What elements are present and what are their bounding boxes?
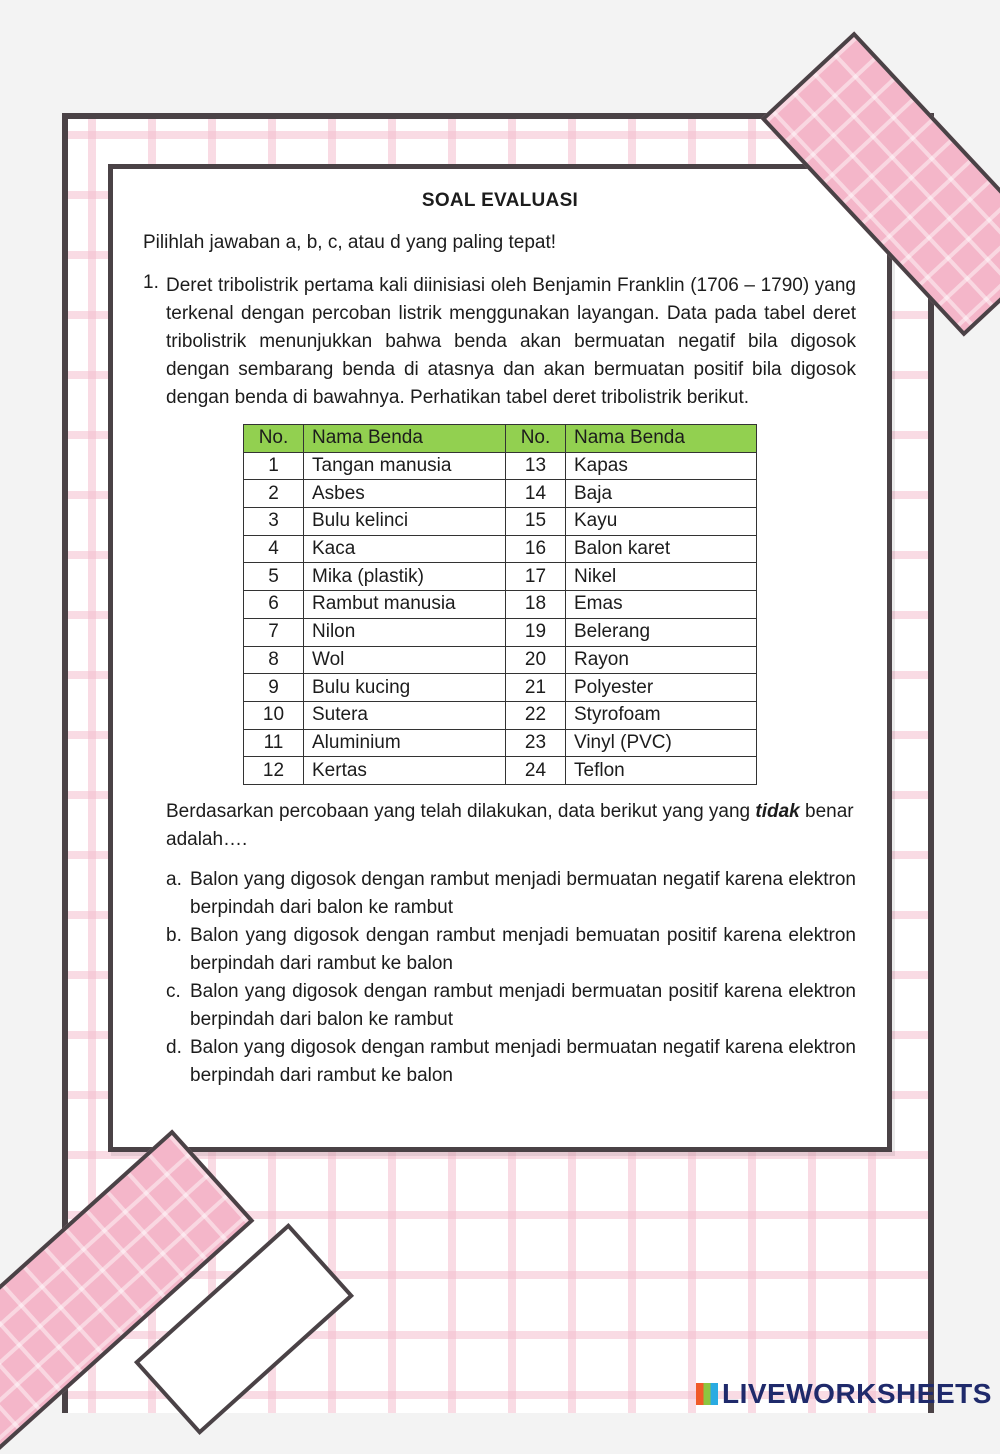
cell-no-1: 7 [244, 618, 304, 646]
cell-name-1: Kaca [304, 535, 506, 563]
triboelectric-table [243, 424, 757, 785]
cell-name-2: Teflon [566, 757, 757, 785]
option-letter: b. [166, 925, 182, 946]
cell-no-1: 4 [244, 535, 304, 563]
table-row [244, 452, 757, 480]
cell-name-1: Bulu kucing [304, 674, 506, 702]
liveworksheets-icon [696, 1383, 718, 1405]
option-letter: c. [166, 981, 181, 1002]
table-row [244, 508, 757, 536]
cell-name-1: Kertas [304, 757, 506, 785]
table-header-row [244, 425, 757, 453]
follow-up-question [166, 798, 856, 854]
cell-name-2: Rayon [566, 646, 757, 674]
cell-no-1: 10 [244, 701, 304, 729]
cell-no-2: 13 [506, 452, 566, 480]
cell-name-2: Polyester [566, 674, 757, 702]
header-name-1: Nama Benda [304, 425, 506, 453]
cell-no-1: 2 [244, 480, 304, 508]
cell-name-2: Belerang [566, 618, 757, 646]
cell-name-1: Aluminium [304, 729, 506, 757]
cell-no-2: 14 [506, 480, 566, 508]
cell-no-2: 22 [506, 701, 566, 729]
cell-no-1: 11 [244, 729, 304, 757]
brand-text: LIVEWORKSHEETS [722, 1378, 992, 1409]
cell-no-1: 12 [244, 757, 304, 785]
answer-options [166, 866, 856, 1090]
cell-no-1: 5 [244, 563, 304, 591]
cell-name-2: Baja [566, 480, 757, 508]
option-a[interactable] [166, 866, 856, 922]
question-number: 1. [143, 272, 159, 293]
table-row [244, 646, 757, 674]
cell-name-1: Mika (plastik) [304, 563, 506, 591]
table-row [244, 591, 757, 619]
cell-name-1: Nilon [304, 618, 506, 646]
cell-no-1: 1 [244, 452, 304, 480]
header-no-2: No. [506, 425, 566, 453]
cell-name-1: Bulu kelinci [304, 508, 506, 536]
header-name-2: Nama Benda [566, 425, 757, 453]
table-row [244, 701, 757, 729]
table-row [244, 674, 757, 702]
question-text: Deret tribolistrik pertama kali diinisiasi oleh Benjamin Franklin (1706 – 1790) yang terkenal dengan percoban listrik menggunakan layangan. Data pada tabel deret tribolistrik menunjukkan bahwa benda akan bermuatan negatif bila digosok dengan sembarang benda di atasnya dan akan bermuatan positif bila digosok dengan benda di bawahnya. Perhatikan tabel deret tribolistrik berikut. [166, 275, 856, 408]
cell-name-2: Emas [566, 591, 757, 619]
cell-name-2: Balon karet [566, 535, 757, 563]
cell-no-1: 8 [244, 646, 304, 674]
cell-name-2: Kapas [566, 452, 757, 480]
cell-name-1: Rambut manusia [304, 591, 506, 619]
option-letter: a. [166, 869, 182, 890]
option-text: Balon yang digosok dengan rambut menjadi bemuatan positif karena elektron berpindah dari rambut ke balon [190, 925, 856, 974]
option-text: Balon yang digosok dengan rambut menjadi bermuatan negatif karena elektron berpindah dari rambut ke balon [190, 1037, 856, 1086]
cell-no-2: 17 [506, 563, 566, 591]
cell-no-1: 6 [244, 591, 304, 619]
table-row [244, 480, 757, 508]
liveworksheets-logo [696, 1378, 992, 1410]
cell-no-1: 3 [244, 508, 304, 536]
cell-no-2: 18 [506, 591, 566, 619]
instruction-text: Pilihlah jawaban a, b, c, atau d yang paling tepat! [143, 232, 557, 253]
option-b[interactable] [166, 922, 856, 978]
cell-name-1: Tangan manusia [304, 452, 506, 480]
option-c[interactable] [166, 978, 856, 1034]
cell-name-2: Nikel [566, 563, 757, 591]
cell-name-1: Asbes [304, 480, 506, 508]
table-row [244, 729, 757, 757]
cell-no-2: 20 [506, 646, 566, 674]
cell-name-2: Vinyl (PVC) [566, 729, 757, 757]
cell-name-1: Sutera [304, 701, 506, 729]
follow-up-text-2: benar adalah…. [166, 801, 854, 850]
cell-no-2: 15 [506, 508, 566, 536]
cell-no-2: 21 [506, 674, 566, 702]
cell-name-2: Kayu [566, 508, 757, 536]
cell-no-1: 9 [244, 674, 304, 702]
option-text: Balon yang digosok dengan rambut menjadi bermuatan negatif karena elektron berpindah dari balon ke rambut [190, 869, 856, 918]
option-letter: d. [166, 1037, 182, 1058]
table-row [244, 757, 757, 785]
table-row [244, 563, 757, 591]
follow-up-text-1: Berdasarkan percobaan yang telah dilakukan, data berikut yang yang [166, 801, 756, 822]
cell-no-2: 24 [506, 757, 566, 785]
option-text: Balon yang digosok dengan rambut menjadi bermuatan positif karena elektron berpindah dari balon ke rambut [190, 981, 856, 1030]
table-row [244, 535, 757, 563]
header-no-1: No. [244, 425, 304, 453]
cell-name-2: Styrofoam [566, 701, 757, 729]
option-d[interactable] [166, 1034, 856, 1090]
cell-no-2: 23 [506, 729, 566, 757]
follow-up-emphasis: tidak [755, 801, 800, 822]
page-title: SOAL EVALUASI [421, 190, 579, 211]
table-row [244, 618, 757, 646]
cell-no-2: 16 [506, 535, 566, 563]
cell-no-2: 19 [506, 618, 566, 646]
cell-name-1: Wol [304, 646, 506, 674]
